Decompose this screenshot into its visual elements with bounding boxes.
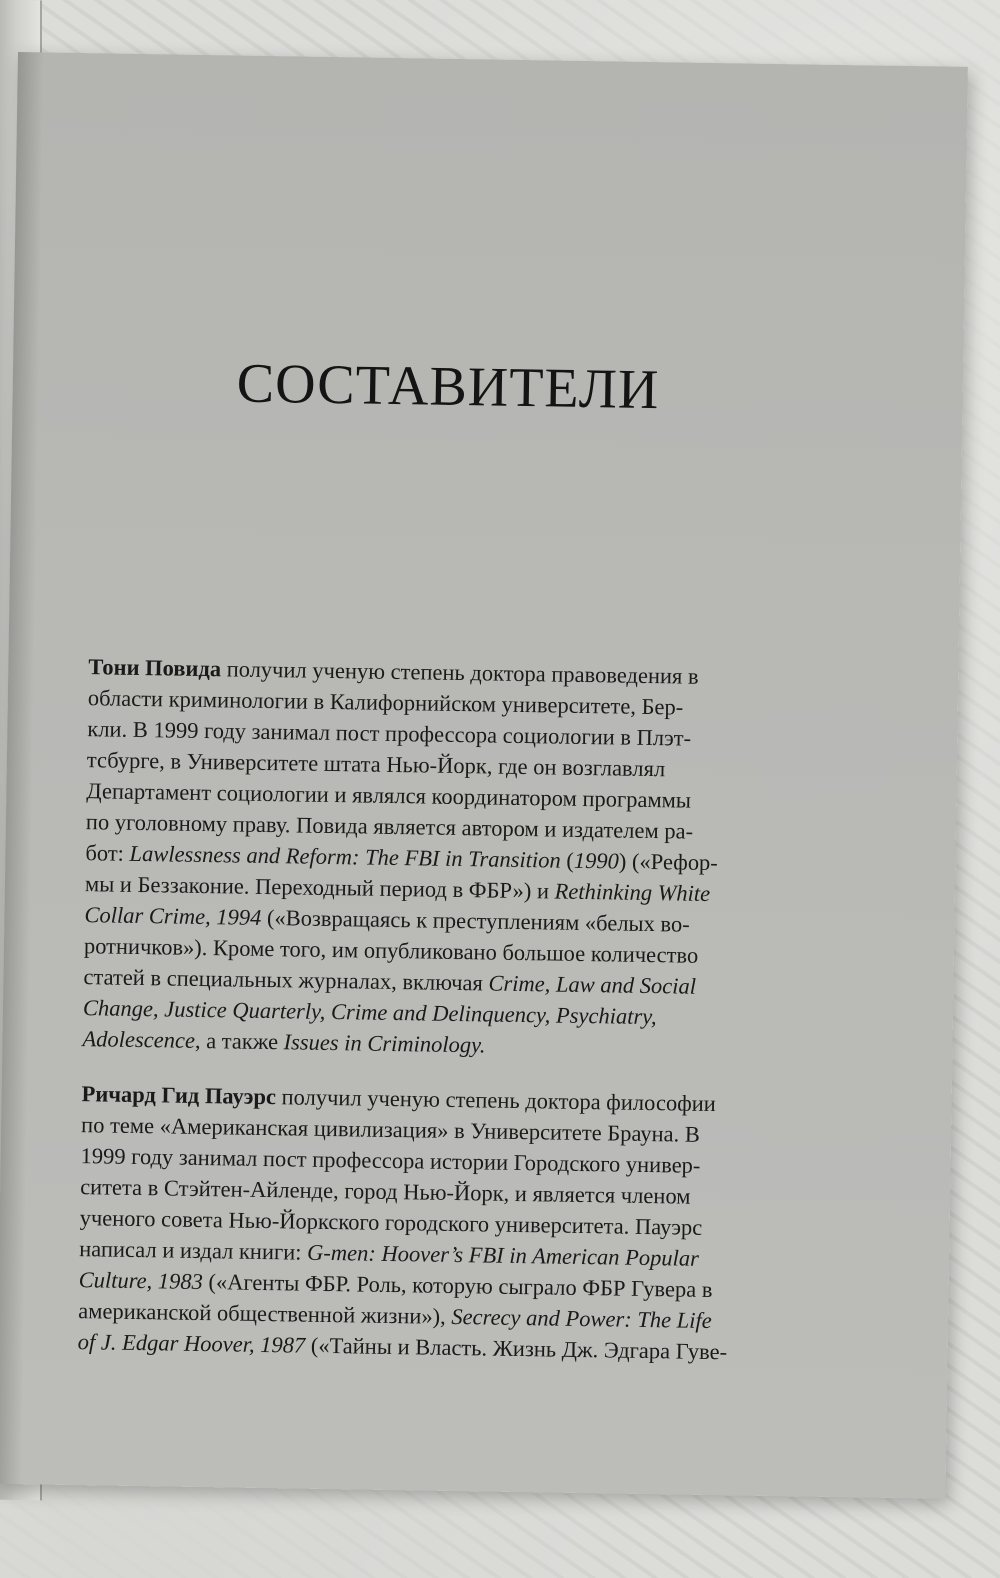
text-line: Adolescence, а также Issues in Criminology. xyxy=(82,1026,486,1058)
text-line: области криминологии в Калифорнийском университете, Бер- xyxy=(87,685,684,720)
book-title: Secrecy and Power: The Life xyxy=(451,1303,712,1334)
book-title: of J. Edgar Hoover, 1987 xyxy=(77,1329,306,1358)
text-line: Collar Crime, 1994 («Возвращаясь к преступлениям «белых во- xyxy=(84,902,690,937)
journal-title: Adolescence xyxy=(82,1026,196,1053)
contributor-name: Ричард Гид Пауэрс xyxy=(81,1081,277,1110)
text-line: по теме «Американская цивилизация» в Университете Брауна. В xyxy=(80,1112,701,1147)
text-line: по уголовному праву. Повида является автором и издателем ра- xyxy=(85,809,694,844)
text-line: Ричард Гид Пауэрс получил ученую степень доктора философии xyxy=(81,1081,717,1117)
page-title: СОСТАВИТЕЛИ xyxy=(236,352,660,422)
text-line: Culture, 1983 («Агенты ФБР. Роль, которую сыграло ФБР Гувера в xyxy=(78,1267,713,1303)
text-line: статей в специальных журналах, включая Crime, Law and Social xyxy=(83,964,697,999)
text-line: мы и Беззаконие. Переходный период в ФБР») и Rethinking White xyxy=(84,871,711,906)
book-title: Lawlessness and Reform: The FBI in Transition xyxy=(129,840,561,873)
journal-title: Issues in Criminology. xyxy=(283,1029,486,1058)
book-title: G-men: Hoover’s FBI in American Popular xyxy=(306,1239,700,1271)
contributor-name: Тони Повида xyxy=(88,654,222,682)
text-line: of J. Edgar Hoover, 1987 («Тайны и Власть. Жизнь Дж. Эдгара Гуве- xyxy=(77,1329,728,1365)
contributor-bio-powers xyxy=(78,1078,822,1369)
book-title: Rethinking White xyxy=(554,878,711,906)
text-line: бот: Lawlessness and Reform: The FBI in Transition (1990) («Рефор- xyxy=(85,840,719,876)
text-line: ученого совета Нью-Йоркского городского университета. Пауэрс xyxy=(79,1205,703,1240)
book-page xyxy=(0,52,968,1499)
text-line: написал и издал книги: G-men: Hoover’s FBI in American Popular xyxy=(79,1236,700,1271)
text-line: кли. В 1999 году занимал пост профессора социологии в Плэт- xyxy=(87,716,692,751)
journal-title: Crime, Law and Social xyxy=(488,970,697,999)
book-title: Collar Crime, 1994 xyxy=(84,902,262,930)
contributor-bio-povida xyxy=(82,651,828,1066)
text-line: 1999 году занимал пост профессора истории Городского универ- xyxy=(80,1143,701,1178)
text-line: Департамент социологии и являлся координатором программы xyxy=(86,778,692,813)
text-line: американской общественной жизни»), Secrecy and Power: The Life xyxy=(78,1298,712,1334)
journal-title: Change, Justice Quarterly, Crime and Delinquency, Psychiatry, xyxy=(82,995,657,1030)
text-line: тсбурге, в Университете штата Нью-Йорк, где он возглавлял xyxy=(86,747,666,782)
book-title: Culture, 1983 xyxy=(78,1267,204,1295)
text-line: ротничков»). Кроме того, им опубликовано большое количество xyxy=(83,933,699,968)
text-line: ситета в Стэйтен-Айленде, город Нью-Йорк, и является членом xyxy=(79,1174,691,1209)
text-line: Тони Повида получил ученую степень доктора правоведения в xyxy=(88,654,699,689)
